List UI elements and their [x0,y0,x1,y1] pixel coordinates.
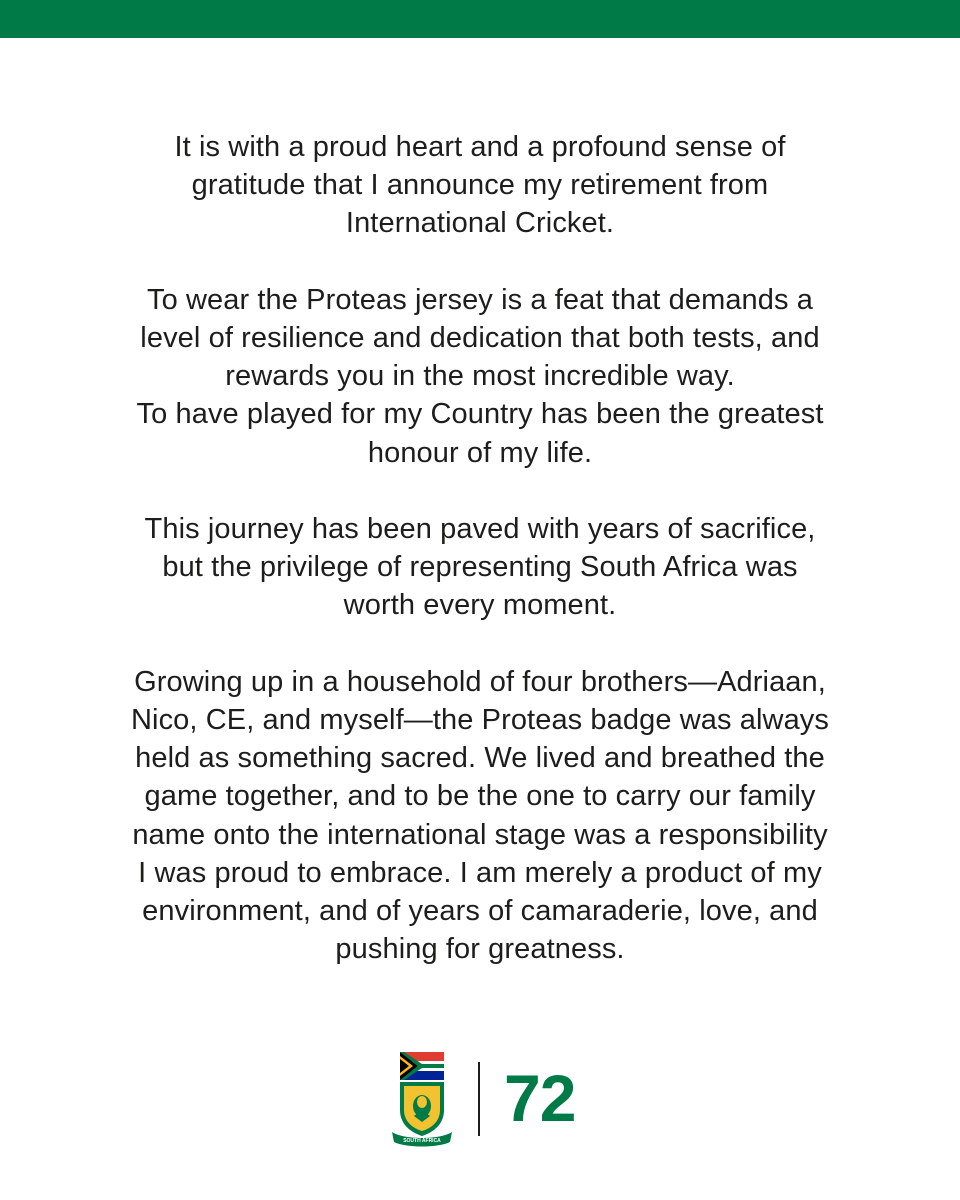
letter-line: gratitude that I announce my retirement from [191,169,769,202]
letter-line: environment, and of years of camaraderie, love, and [142,895,818,928]
letter-line: Nico, CE, and myself—the Proteas badge was always [131,704,829,736]
letter-line: I was proud to embrace. I am merely a product of my [138,856,822,889]
paragraph-4 [60,663,900,969]
paragraph-3 [60,510,900,625]
letter-line: rewards you in the most incredible way. [225,360,735,393]
letter-line: held as something sacred. We lived and breathed the [135,742,825,775]
cap-number: 72 [504,1061,576,1135]
footer-signature [0,1050,960,1150]
footer-divider [478,1062,480,1136]
paragraph-1 [60,128,900,243]
letter-line: level of resilience and dedication that both tests, and [140,322,820,354]
cricket-south-africa-crest-icon [390,1050,454,1148]
letter-line: but the privilege of representing South Africa was [162,551,798,584]
letter-line: To have played for my Country has been the greatest [136,398,824,431]
letter-line: International Cricket. [345,207,615,240]
letter-line: It is with a proud heart and a profound sense of [174,131,786,163]
letter-line: worth every moment. [343,589,617,622]
paragraph-2 [60,281,900,472]
letter-line: honour of my life. [367,436,593,469]
retirement-letter [60,128,900,1007]
letter-line: name onto the international stage was a responsibility [132,818,828,851]
letter-line: Growing up in a household of four brothers—Adriaan, [134,665,826,698]
top-brand-bar [0,0,960,38]
letter-line: pushing for greatness. [335,933,625,966]
letter-line: game together, and to be the one to carry our family [144,780,816,813]
letter-line: To wear the Proteas jersey is a feat that demands a [146,283,813,316]
letter-line: This journey has been paved with years of sacrifice, [144,513,816,545]
crest-banner-text: SOUTH AFRICA [403,1138,441,1144]
